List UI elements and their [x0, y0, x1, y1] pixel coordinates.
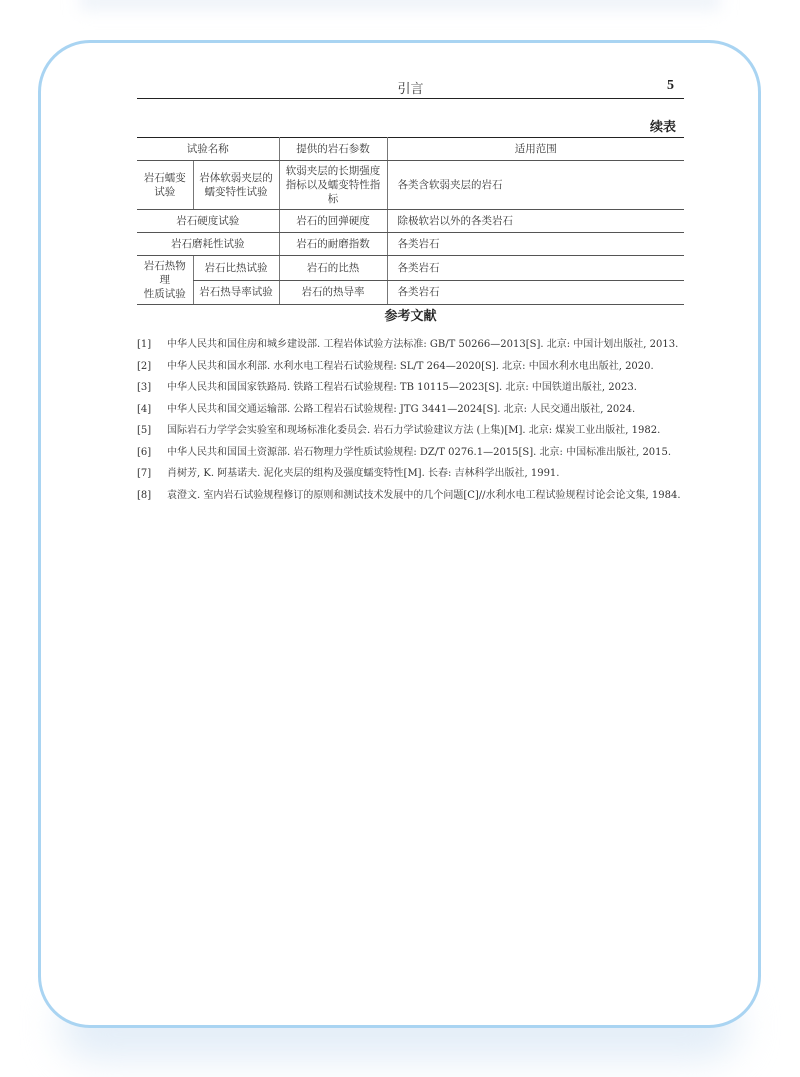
reference-number: [4]: [137, 403, 152, 415]
table-cell-params: 岩石的耐磨指数: [279, 233, 387, 256]
cell-line: 岩石蠕变: [143, 172, 186, 184]
page-number: 5: [667, 78, 674, 93]
reference-item: [137, 466, 692, 483]
table-cell-scope: 各类岩石: [387, 280, 684, 305]
column-header: 提供的岩石参数: [279, 138, 387, 161]
reference-number: [3]: [137, 382, 152, 393]
chapter-title: 引言: [397, 82, 424, 97]
table-cell-group: [137, 161, 193, 210]
reference-number: [6]: [137, 446, 152, 458]
reference-item: [137, 380, 692, 397]
table-cell-name: 岩石热导率试验: [193, 280, 279, 305]
table-cell-name: 岩石比热试验: [193, 256, 279, 281]
reference-text: 中华人民共和国水利部. 水利水电工程岩石试验规程: SL/T 264—2020[S]. 北京: 中国水利水电出版社, 2020.: [167, 360, 654, 372]
table-cell-params: 岩石的比热: [279, 256, 387, 281]
table-row: [137, 256, 684, 281]
reference-text: 中华人民共和国住房和城乡建设部. 工程岩体试验方法标准: GB/T 50266—2013[S]. 北京: 中国计划出版社, 2013.: [167, 339, 679, 350]
reference-text: 中华人民共和国国家铁路局. 铁路工程岩石试验规程: TB 10115—2023[S]. 北京: 中国铁道出版社, 2023.: [167, 382, 637, 393]
cell-line: 试验: [154, 186, 176, 198]
table-row: [137, 233, 684, 256]
cell-line: 指标以及蠕变特性指标: [285, 179, 381, 205]
table-cell-params: 岩石的热导率: [279, 280, 387, 305]
reference-item: [137, 337, 692, 354]
reference-item: [137, 423, 692, 440]
running-header: [137, 78, 684, 98]
reference-text: 肖树芳, K. 阿基诺夫. 泥化夹层的组构及强度蠕变特性[M]. 长春: 吉林科学出版社, 1991.: [167, 468, 560, 479]
table-row: [137, 210, 684, 233]
column-header: 试验名称: [137, 138, 279, 161]
reference-item: [137, 402, 692, 419]
reference-text: 袁澄文. 室内岩石试验规程修订的原则和测试技术发展中的几个问题[C]//水利水电工程试验规程讨论会论文集, 1984.: [167, 489, 681, 501]
reference-text: 中华人民共和国国土资源部. 岩石物理力学性质试验规程: DZ/T 0276.1—2015[S]. 北京: 中国标准出版社, 2015.: [167, 446, 672, 458]
references-title: 参考文献: [384, 309, 437, 324]
table-cell-scope: 各类含软弱夹层的岩石: [387, 161, 684, 210]
reference-number: [2]: [137, 360, 152, 372]
table-continuation-label: 续表: [649, 120, 676, 135]
table-cell-scope: 各类岩石: [387, 256, 684, 281]
table-cell-name: 岩石磨耗性试验: [137, 233, 279, 256]
table-cell-name: 岩石硬度试验: [137, 210, 279, 233]
reference-item: [137, 359, 692, 376]
reference-item: [137, 445, 692, 462]
table-cell-name: [193, 161, 279, 210]
references-list: [137, 337, 692, 509]
cell-line: 蠕变特性试验: [204, 186, 268, 198]
table-cell-params: [279, 161, 387, 210]
table-row: [137, 280, 684, 305]
top-glow: [80, 0, 720, 10]
test-methods-table: [137, 137, 684, 305]
table-cell-params: 岩石的回弹硬度: [279, 210, 387, 233]
reference-item: [137, 488, 692, 505]
reference-number: [5]: [137, 425, 152, 436]
reference-text: 中华人民共和国交通运输部. 公路工程岩石试验规程: JTG 3441—2024[S]. 北京: 人民交通出版社, 2024.: [167, 403, 636, 415]
cell-line: 岩石热物理: [143, 260, 186, 286]
reference-text: 国际岩石力学学会实验室和现场标准化委员会. 岩石力学试验建议方法 (上集)[M]. 北京: 煤炭工业出版社, 1982.: [167, 425, 661, 436]
reference-number: [7]: [137, 468, 152, 479]
table-header-row: [137, 138, 684, 161]
reference-number: [1]: [137, 339, 152, 350]
cell-line: 软弱夹层的长期强度: [285, 165, 381, 177]
column-header: 适用范围: [387, 138, 684, 161]
cell-line: 岩体软弱夹层的: [199, 172, 273, 184]
cell-line: 性质试验: [143, 288, 186, 300]
table-cell-group: [137, 256, 193, 305]
table-cell-scope: 除极软岩以外的各类岩石: [387, 210, 684, 233]
reference-number: [8]: [137, 489, 152, 501]
table-row: [137, 161, 684, 210]
table-cell-scope: 各类岩石: [387, 233, 684, 256]
header-rule: [137, 98, 684, 99]
